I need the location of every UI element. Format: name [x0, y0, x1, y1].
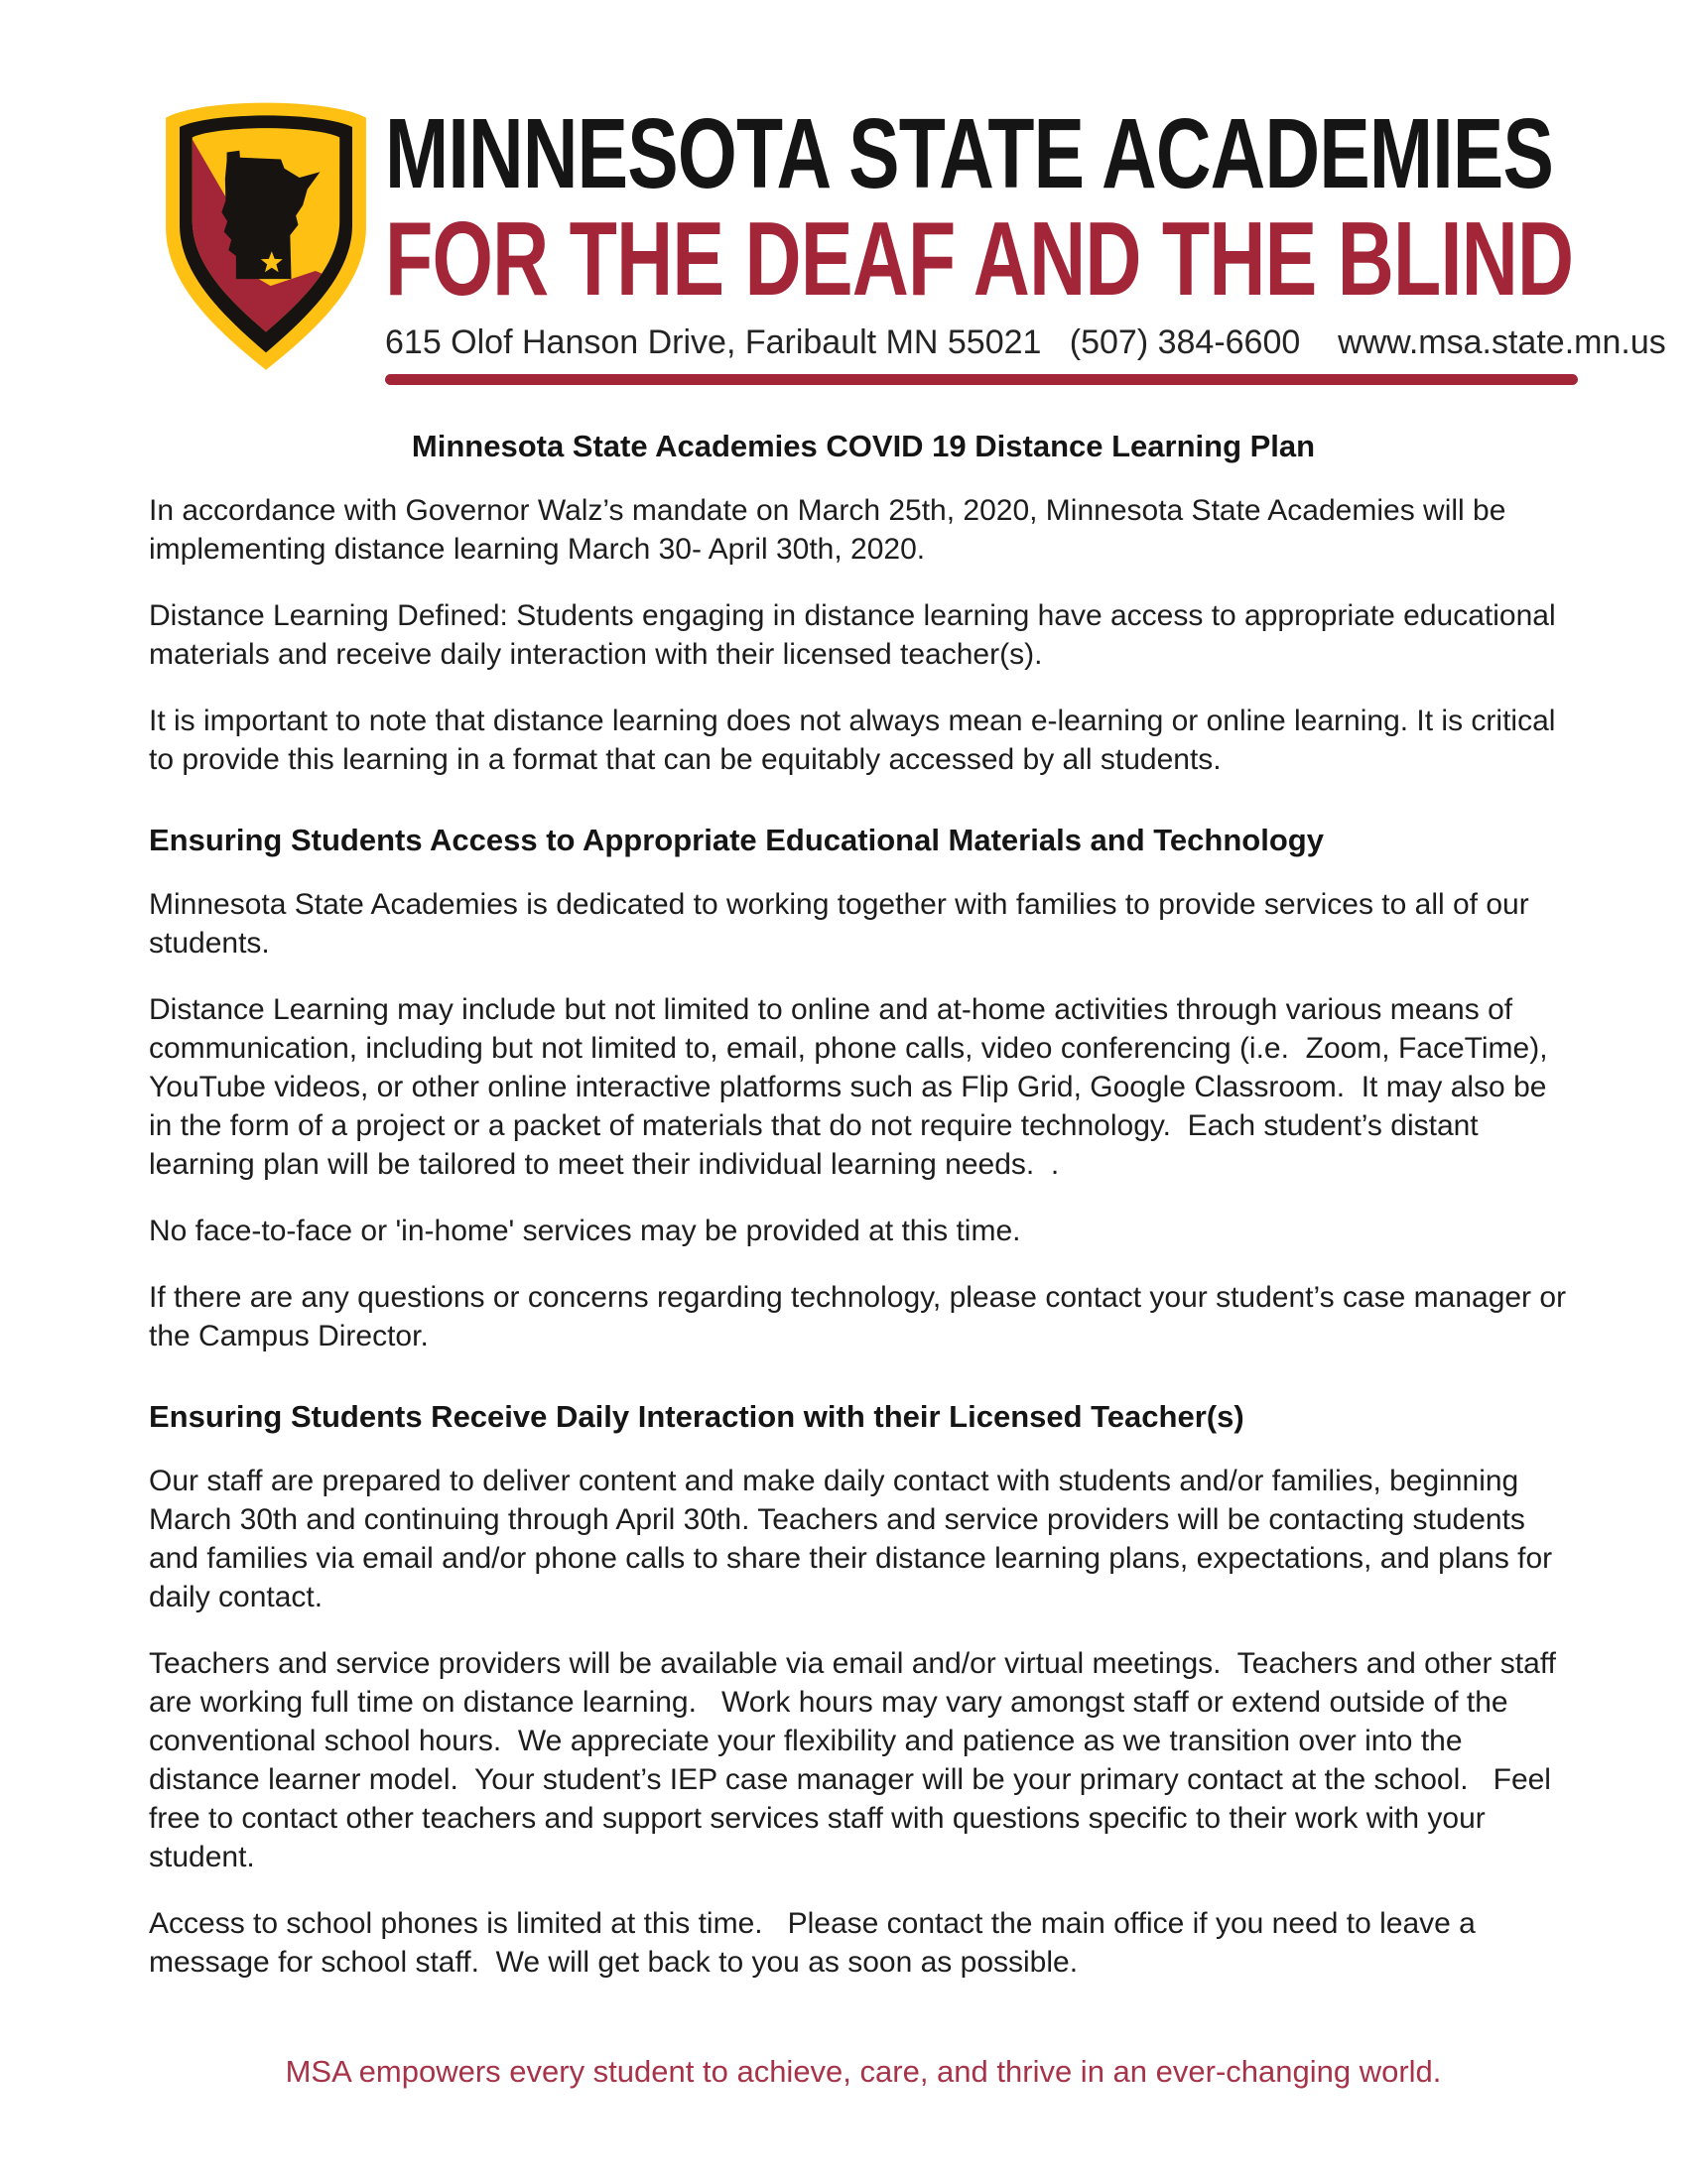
paragraph: No face-to-face or 'in-home' services may be provided at this time. [149, 1215, 1021, 1247]
section-heading: Ensuring Students Receive Daily Interaction with their Licensed Teacher(s) [149, 1399, 1244, 1434]
paragraph: Distance Learning may include but not limited to online and at-home activities through various means of communication, including but not limited to, email, phone calls, video conferencing (i.e. Zoom, FaceTime), YouTube videos, or other online interactive platforms such as Flip Grid, Google Classroom. It may also be in the form of a project or a packet of materials that do not require technology. Each student’s distant learning plan will be tailored to meet their individual learning needs. . [149, 993, 1556, 1181]
org-tagline [385, 200, 1586, 318]
footer-motto: MSA empowers every student to achieve, care, and thrive in an ever-changing world. [285, 2054, 1442, 2089]
paragraph: Distance Learning Defined: Students engaging in distance learning have access to appropriate educational materials and receive daily interaction with their licensed teacher(s). [149, 599, 1564, 671]
paragraph: Teachers and service providers will be available via email and/or virtual meetings. Teachers and other staff are working full time on distance learning. Work hours may vary amongst staff or extend outside of the conventional school hours. We appreciate your flexibility and patience as we transition over into the distance learner model. Your student’s IEP case manager will be your primary contact at the school. Feel free to contact other teachers and support services staff with questions specific to their work with your student. [149, 1647, 1565, 1873]
section-heading: Ensuring Students Access to Appropriate Educational Materials and Technology [149, 823, 1324, 857]
document-body [149, 491, 1578, 1982]
letterhead-text [385, 98, 1666, 385]
paragraph: In accordance with Governor Walz’s mandate on March 25th, 2020, Minnesota State Academies will be implementing distance learning March 30- April 30th, 2020. [149, 494, 1514, 566]
msa-shield-logo [151, 95, 381, 389]
document-title: Minnesota State Academies COVID 19 Distance Learning Plan [411, 429, 1316, 463]
paragraph: Minnesota State Academies is dedicated to working together with families to provide services to all of our students. [149, 888, 1538, 960]
paragraph: Our staff are prepared to deliver content and make daily contact with students and/or families, beginning March 30th and continuing through April 30th. Teachers and service providers will be contacting students and families via email and/or phone calls to share their distance learning plans, expectations, and plans for daily contact. [149, 1465, 1561, 1613]
header-rule [385, 374, 1578, 385]
page-footer [149, 2052, 1578, 2091]
org-tagline-text: FOR THE DEAF AND THE BLIND [385, 200, 1574, 318]
paragraph: If there are any questions or concerns regarding technology, please contact your student’s case manager or the Campus Director. [149, 1281, 1575, 1352]
document-content [149, 427, 1578, 2009]
address-line: 615 Olof Hanson Drive, Faribault MN 55021 (507) 384-6600 www.msa.state.mn.us [385, 323, 1666, 361]
org-name [385, 98, 1586, 209]
paragraph: It is important to note that distance learning does not always mean e-learning or online learning. It is critical to provide this learning in a format that can be equitably accessed by all students. [149, 705, 1564, 776]
org-name-text: MINNESOTA STATE ACADEMIES [385, 98, 1554, 209]
paragraph: Access to school phones is limited at this time. Please contact the main office if you need to leave a message for school staff. We will get back to you as soon as possible. [149, 1907, 1485, 1979]
